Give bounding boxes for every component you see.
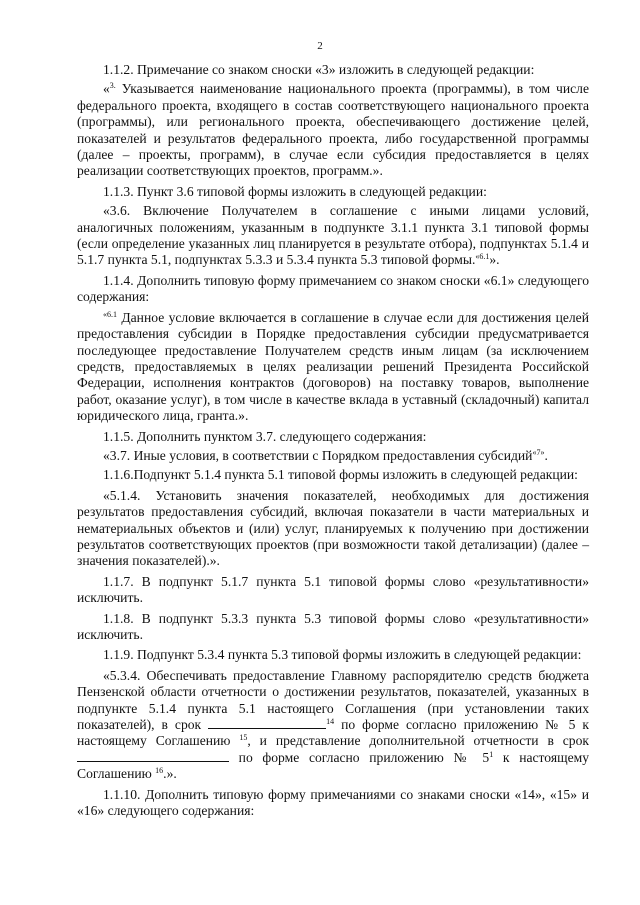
page-number: 2 <box>317 40 323 52</box>
paragraph-1-1-3: 1.1.3. Пункт 3.6 типовой формы изложить в следующей редакции: <box>103 183 487 199</box>
quote-open: « <box>103 81 110 97</box>
paragraph-1-1-8: 1.1.8. В подпункт 5.3.3 пункта 5.3 типовой формы слово «результативности» исключить. <box>77 610 589 642</box>
footnote-mark-7: «7» <box>532 447 545 457</box>
clause-5-3-4-part-d: по форме согласно приложению № 5 <box>229 749 490 765</box>
appendix-superscript-1: 1 <box>489 749 494 759</box>
clause-3-6-text: «3.6. Включение Получателем в соглашение с иными лицами условий, аналогичных положениям, указанным в подпункте 3.1.1 пункта 3.1 типовой формы (если определение указанных лиц планируется в результате отбора), подпунктах 5.1.4 и 5.1.7 пункта 5.1, подпунктах 5.3.3 и 5.3.4 пункта 5.3 типовой формы. <box>77 203 589 268</box>
paragraph-1-1-9: 1.1.9. Подпункт 5.3.4 пункта 5.3 типовой формы изложить в следующей редакции: <box>103 647 582 663</box>
paragraph-3-7 <box>77 448 589 464</box>
clause-5-3-4-part-c: , и представление дополнительной отчетности в срок <box>247 733 589 749</box>
paragraph-note-3 <box>77 81 589 179</box>
clause-5-3-4-part-f: .». <box>163 766 177 782</box>
clause-5-3-4-part-b: по форме согласно приложению № 5 к настоящему Соглашению <box>77 717 589 749</box>
paragraph-5-3-4 <box>77 668 589 783</box>
footnote-mark-3: 3. <box>109 81 116 91</box>
document-body <box>77 62 589 823</box>
clause-3-7-text: «3.7. Иные условия, в соответствии с Порядком предоставления субсидий <box>103 447 533 463</box>
note-6-1-text: Данное условие включается в соглашение в случае если для достижения целей предоставления субсидии в Порядке предоставления субсидии предусматривается последующее предоставление Получателем средств иным лицам (за исключением средств, предоставляемых в целях реализации решений Президента Российской Федерации, исполнения контрактов (договоров) на поставку товаров, выполнение работ, оказание услуг), в том числе в качестве вклада в уставный (складочный) капитал юридического лица, гранта.». <box>77 309 589 424</box>
clause-5-3-4-part-e: к настоящему Соглашению <box>77 749 589 782</box>
footnote-mark-6-1-note: «6.1 <box>103 309 117 319</box>
blank-additional-deadline-line <box>77 750 229 762</box>
note-3-text: Указывается наименование национального проекта (программы), в том числе федерального проекта, входящего в состав соответствующего национального проекта (программы), или регионального проекта, обеспечивающего достижение целей, показателей и результатов федерального проекта, либо государственной программы (далее – проекты, программ), в случае если субсидия предоставляется в целях реализации соответствующих проектов, программ.». <box>77 81 589 179</box>
footnote-mark-14: 14 <box>326 717 335 727</box>
paragraph-1-1-10: 1.1.10. Дополнить типовую форму примечаниями со знаками сноски «14», «15» и «16» следующего содержания: <box>77 786 589 819</box>
paragraph-1-1-6: 1.1.6.Подпункт 5.1.4 пункта 5.1 типовой формы изложить в следующей редакции: <box>103 467 578 483</box>
footnote-mark-15: 15 <box>239 733 248 743</box>
clause-3-6-end: ». <box>489 252 500 268</box>
paragraph-5-1-4: «5.1.4. Установить значения показателей, необходимых для достижения результатов предоставления субсидий, включая показатели в части материальных и нематериальных объектов и (или) услуг, планируемых к получению при достижении результатов соответствующих проектов (при возможности такой детализации) (далее – значения показателей).». <box>77 487 589 569</box>
footnote-mark-6-1: «6.1 <box>475 252 490 262</box>
footnote-mark-16: 16 <box>155 766 164 776</box>
paragraph-1-1-2: 1.1.2. Примечание со знаком сноски «3» изложить в следующей редакции: <box>103 62 535 77</box>
paragraph-1-1-4: 1.1.4. Дополнить типовую форму примечанием со знаком сноски «6.1» следующего содержания: <box>77 272 589 305</box>
paragraph-1-1-7: 1.1.7. В подпункт 5.1.7 пункта 5.1 типовой формы слово «результативности» исключить. <box>77 573 589 606</box>
paragraph-note-6-1 <box>77 310 589 425</box>
clause-5-3-4-part-a: «5.3.4. Обеспечивать предоставление Главному распорядителю средств бюджета Пензенской области отчетности о достижении результатов, показателей, указанных в подпункте 5.1.4 пункта 5.1 настоящего Соглашения (при установлении таких показателей), в срок <box>77 667 589 733</box>
paragraph-1-1-5: 1.1.5. Дополнить пунктом 3.7. следующего содержания: <box>103 428 427 444</box>
clause-3-7-end: . <box>544 447 548 463</box>
paragraph-3-6 <box>77 203 589 269</box>
blank-deadline-line <box>208 717 326 729</box>
